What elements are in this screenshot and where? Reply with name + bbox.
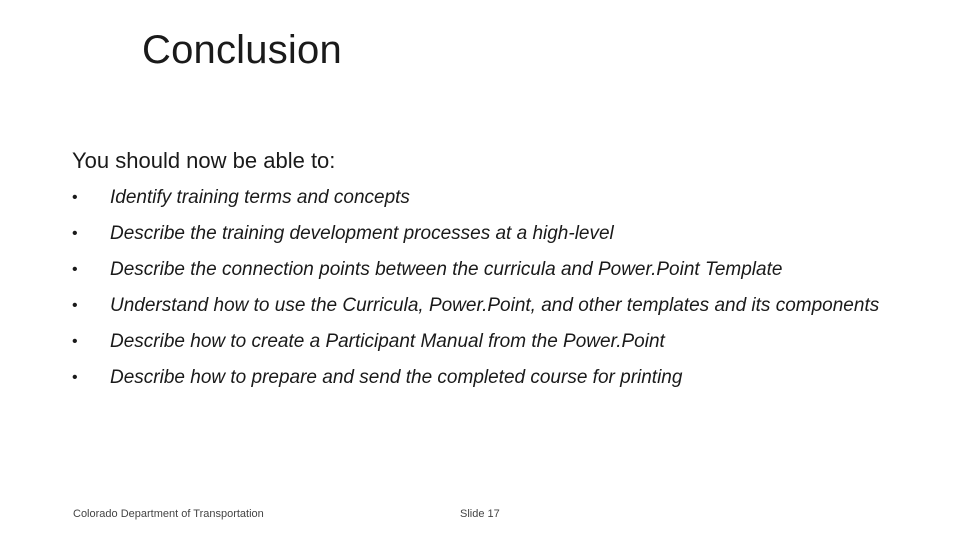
list-item-text: Describe the connection points between the curricula and Power.Point Template	[110, 259, 783, 280]
footer-slide-number: Slide 17	[460, 508, 500, 520]
list-item-text: Understand how to use the Curricula, Power.Point, and other templates and its components	[110, 295, 880, 316]
list-item	[72, 294, 902, 318]
footer-organization: Colorado Department of Transportation	[73, 508, 264, 520]
bullet-icon: •	[72, 333, 78, 350]
list-item-text: Describe how to create a Participant Manual from the Power.Point	[110, 331, 665, 352]
bullet-icon: •	[72, 189, 78, 206]
bullet-icon: •	[72, 297, 78, 314]
list-item	[72, 330, 902, 354]
list-item	[72, 366, 902, 390]
intro-text: You should now be able to:	[72, 148, 336, 173]
bullet-icon: •	[72, 261, 78, 278]
list-item	[72, 258, 902, 282]
list-item-text: Describe how to prepare and send the completed course for printing	[110, 367, 683, 388]
bullet-icon: •	[72, 225, 78, 242]
list-item	[72, 186, 902, 210]
list-item	[72, 222, 902, 246]
list-item-text: Describe the training development processes at a high-level	[110, 223, 614, 244]
slide-title: Conclusion	[142, 28, 342, 72]
objectives-list	[72, 186, 902, 402]
list-item-text: Identify training terms and concepts	[110, 187, 410, 208]
bullet-icon: •	[72, 369, 78, 386]
